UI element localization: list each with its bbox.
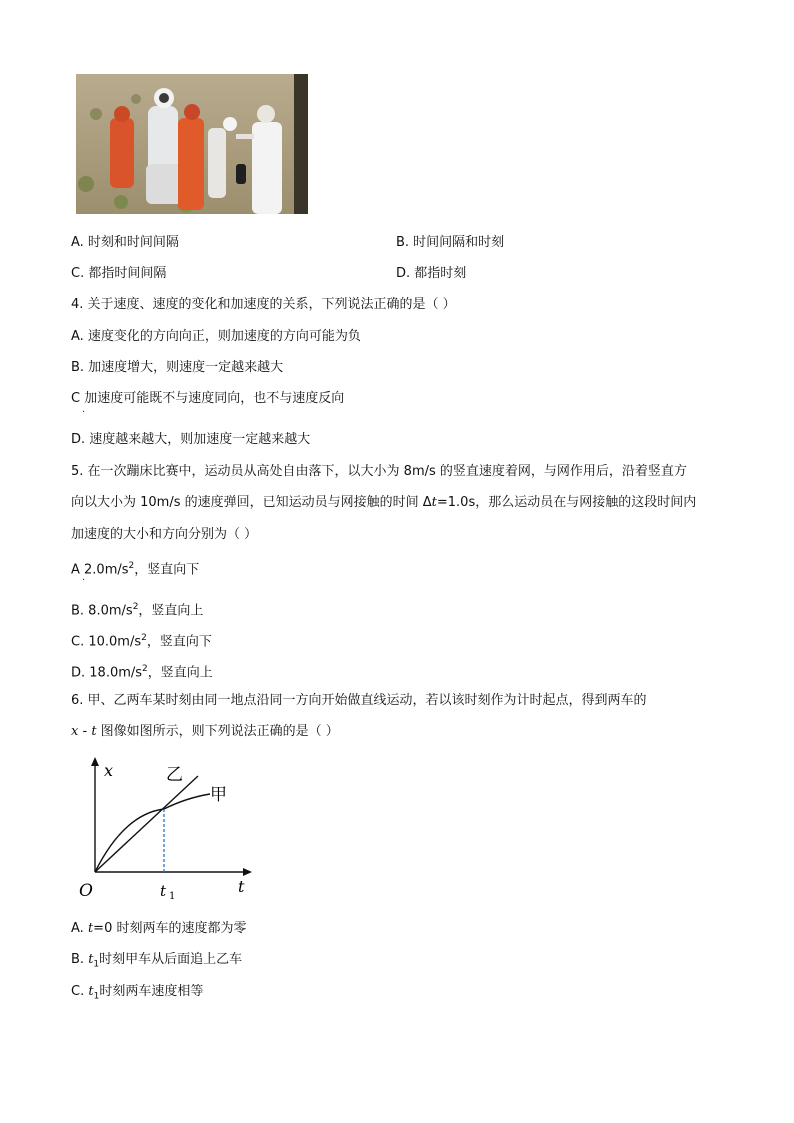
q5-stem-line3: 加速度的大小和方向分别为（ ） <box>71 527 258 542</box>
q3-option-c: C. 都指时间间隔 <box>71 266 167 281</box>
q6-stem-dash: - <box>78 724 92 739</box>
x-axis-arrow <box>243 868 252 876</box>
q5-option-b-value: B. 8.0m/s <box>71 603 133 619</box>
astronaut-recovery-photo <box>76 74 308 214</box>
q5-option-b-exp: 2 <box>132 602 139 612</box>
y-axis-label: x <box>104 761 114 780</box>
q5-option-a-exp: 2 <box>128 561 135 571</box>
q6-option-c-t: t <box>88 984 94 999</box>
q6-option-a-prefix: A. <box>71 921 88 936</box>
q5-option-b <box>71 598 203 620</box>
q6-option-a-text: =0 时刻两车的速度都为零 <box>93 921 247 936</box>
scan-dot: · <box>82 575 86 586</box>
y-axis-arrow <box>91 757 99 766</box>
q6-option-b-prefix: B. <box>71 952 89 967</box>
q5-option-d-value: D. 18.0m/s <box>71 665 143 681</box>
q5-option-c-value: C. 10.0m/s <box>71 634 142 650</box>
q5-stem-line2-a: 向以大小为 10m/s 的速度弹回，已知运动员与网接触的时间 Δ <box>71 495 432 510</box>
q6-option-a <box>71 920 246 938</box>
q6-stem-t: t <box>91 724 97 739</box>
series-yi-label: 乙 <box>166 765 183 785</box>
t1-subscript: 1 <box>169 891 176 902</box>
q4-option-d: D. 速度越来越大，则加速度一定越来越大 <box>71 432 311 447</box>
q5-option-d <box>71 660 213 682</box>
q4-stem: 4. 关于速度、速度的变化和加速度的关系，下列说法正确的是（ ） <box>71 297 456 312</box>
q5-option-b-dir: ，竖直向上 <box>138 603 204 619</box>
q5-option-a-value: A 2.0m/s <box>71 562 129 578</box>
q6-option-b-text: 时刻甲车从后面追上乙车 <box>99 952 243 967</box>
x-t-graph <box>74 754 264 904</box>
t1-label: t <box>160 882 167 900</box>
q4-option-c: C 加速度可能既不与速度同向，也不与速度反向 <box>71 391 345 406</box>
q6-option-b-t: t <box>88 952 94 967</box>
x-axis-label: t <box>238 877 245 896</box>
q6-stem-line2 <box>71 723 339 741</box>
q3-option-b: B. 时间间隔和时刻 <box>396 235 505 250</box>
q5-option-d-exp: 2 <box>142 664 148 674</box>
series-yi-line <box>95 776 198 872</box>
q5-stem-line2-b: =1.0s，那么运动员在与网接触的这段时间内 <box>436 495 697 510</box>
q5-option-c <box>71 629 212 651</box>
q4-option-b: B. 加速度增大，则速度一定越来越大 <box>71 360 284 375</box>
q6-option-c <box>71 983 203 1006</box>
q6-stem-line1: 6. 甲、乙两车某时刻由同一地点沿同一方向开始做直线运动，若以该时刻作为计时起点，得到两车的 <box>71 693 647 708</box>
q5-option-c-dir: ，竖直向下 <box>146 634 212 650</box>
q6-option-a-t: t <box>87 921 94 936</box>
q6-option-b <box>71 951 242 974</box>
scan-dot: · <box>82 407 86 418</box>
series-jia-label: 甲 <box>210 785 227 805</box>
q6-option-b-sub: 1 <box>93 959 100 970</box>
origin-label: O <box>79 881 93 901</box>
q5-stem-line1: 5. 在一次蹦床比赛中，运动员从高处自由落下，以大小为 8m/s 的竖直速度着网，与网作用后，沿着竖直方 <box>71 464 687 479</box>
q6-stem-rest: 图像如图所示，则下列说法正确的是（ ） <box>96 724 339 739</box>
q5-option-c-exp: 2 <box>141 633 147 643</box>
q5-stem-delta-t: t <box>431 495 437 510</box>
q4-option-a: A. 速度变化的方向向正，则加速度的方向可能为负 <box>71 329 361 344</box>
q3-option-a: A. 时刻和时间间隔 <box>71 235 179 250</box>
q6-option-c-prefix: C. <box>71 984 89 999</box>
q3-option-d: D. 都指时刻 <box>396 266 467 281</box>
q5-option-d-dir: ，竖直向上 <box>147 665 213 681</box>
q5-option-a-dir: ，竖直向下 <box>134 562 200 578</box>
series-jia-curve <box>95 794 210 872</box>
q6-stem-x: x <box>71 724 79 739</box>
q5-option-a <box>71 557 199 579</box>
q6-option-c-sub: 1 <box>93 991 100 1002</box>
q6-option-c-text: 时刻两车速度相等 <box>99 984 204 999</box>
q5-stem-line2 <box>71 494 696 512</box>
